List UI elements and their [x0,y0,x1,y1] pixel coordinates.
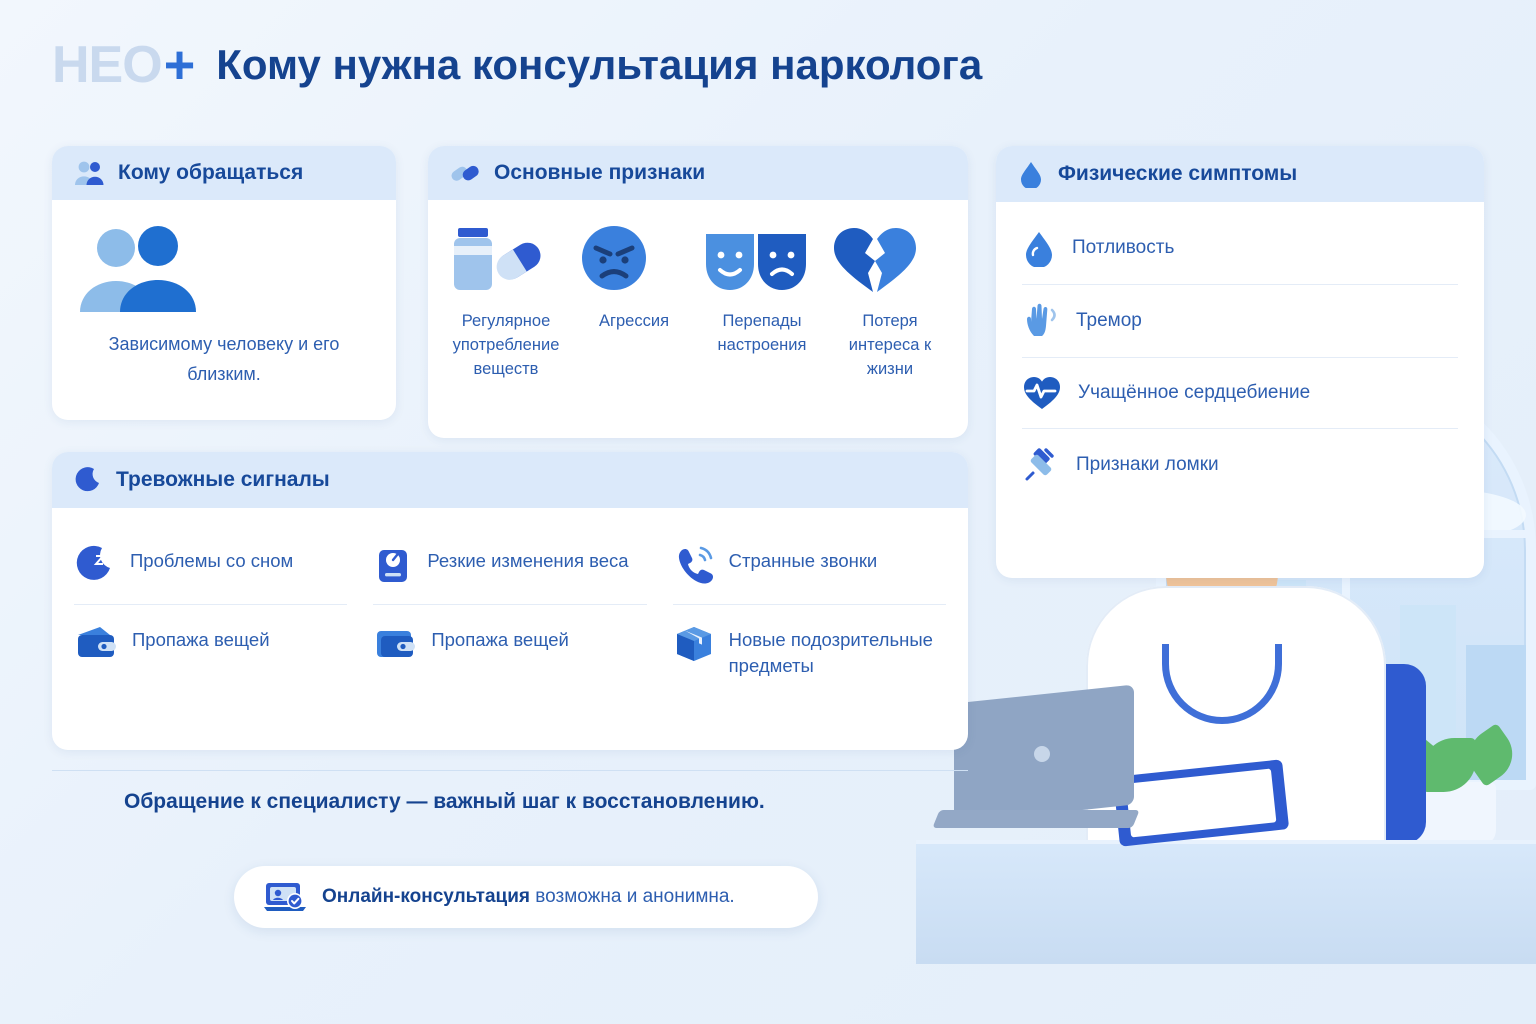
card-body [52,200,396,389]
symptom-row [1022,285,1458,358]
card-header [52,452,968,508]
header [52,34,982,96]
syringe-icon [1022,446,1060,484]
alert-item [673,605,946,697]
alert-item [74,605,347,697]
card-body [996,202,1484,501]
shaking-hand-icon [1022,302,1060,340]
laptop-check-icon [262,880,308,914]
moon-sleep-icon [74,544,116,586]
symptom-row [1022,358,1458,429]
heart-pulse-icon [1022,375,1062,411]
angry-face-icon [572,222,696,296]
symptom-label: Тремор [1076,310,1142,332]
wallet-icon [74,623,118,663]
people-icon [74,160,104,186]
alert-label: Странные звонки [728,550,878,571]
alert-item [74,526,347,605]
logo-text: НЕО [52,36,162,94]
card-header [52,146,396,200]
card-header [996,146,1484,202]
alert-item [373,526,646,605]
sign-label: Регулярное употребление веществ [452,312,560,378]
alert-item [373,605,646,697]
sign-item [444,222,568,382]
card-title: Основные признаки [494,161,706,184]
card-main-signs [428,146,968,438]
card-title: Физические симптомы [1058,162,1298,185]
people-icon [72,226,376,312]
laptop-logo [1034,746,1050,762]
symptom-label: Признаки ломки [1076,454,1219,476]
online-consultation-text [322,886,735,908]
clipboard-paper [1126,769,1277,838]
online-consultation-badge[interactable] [234,866,818,928]
desk-surface [916,844,1536,964]
wallet-icon [373,623,417,663]
card-body [52,508,968,697]
pill-bottle-icon [444,222,568,296]
alert-label: Новые подозрительные предметы [728,629,933,676]
sign-item [700,222,824,382]
online-consultation-rest: возможна и анонимна. [530,886,735,907]
alert-label: Проблемы со сном [130,550,294,571]
card-physical-symptoms [996,146,1484,578]
box-icon [673,623,715,665]
symptom-row [1022,429,1458,501]
footer-divider [52,770,968,771]
scale-icon [373,544,413,586]
sign-item [828,222,952,382]
sign-label: Агрессия [598,312,670,330]
theater-masks-icon [700,222,824,296]
alert-item [673,526,946,605]
symptom-label: Учащённое сердцебиение [1078,382,1311,404]
alert-label: Пропажа вещей [431,629,569,650]
water-drop-icon [1022,229,1056,267]
logo-plus-icon: + [163,35,195,95]
logo [52,34,194,96]
card-who-to-contact [52,146,396,420]
sign-label: Перепады настроения [717,312,807,354]
alert-label: Резкие изменения веса [427,550,629,571]
phone-call-icon [673,544,715,586]
symptom-row [1022,212,1458,285]
alert-label: Пропажа вещей [132,629,270,650]
water-drop-icon [1018,160,1044,188]
sign-label: Потеря интереса к жизни [848,312,932,378]
card-title: Кому обращаться [118,161,304,184]
signs-list [428,200,968,382]
page-title: Кому нужна консультация нарколога [216,41,983,88]
laptop-base [932,810,1139,828]
pills-icon [450,160,480,186]
sign-item [572,222,696,382]
symptom-label: Потливость [1072,237,1175,259]
card-text: Зависимому человеку и его близким. [108,334,340,384]
broken-heart-icon [828,222,952,296]
card-title: Тревожные сигналы [116,468,330,491]
card-header [428,146,968,200]
online-consultation-strong: Онлайн-консультация [322,886,530,907]
moon-sleep-icon [74,466,102,494]
footer-note: Обращение к специалисту — важный шаг к восстановлению. [124,790,765,813]
card-warning-signals [52,452,968,750]
